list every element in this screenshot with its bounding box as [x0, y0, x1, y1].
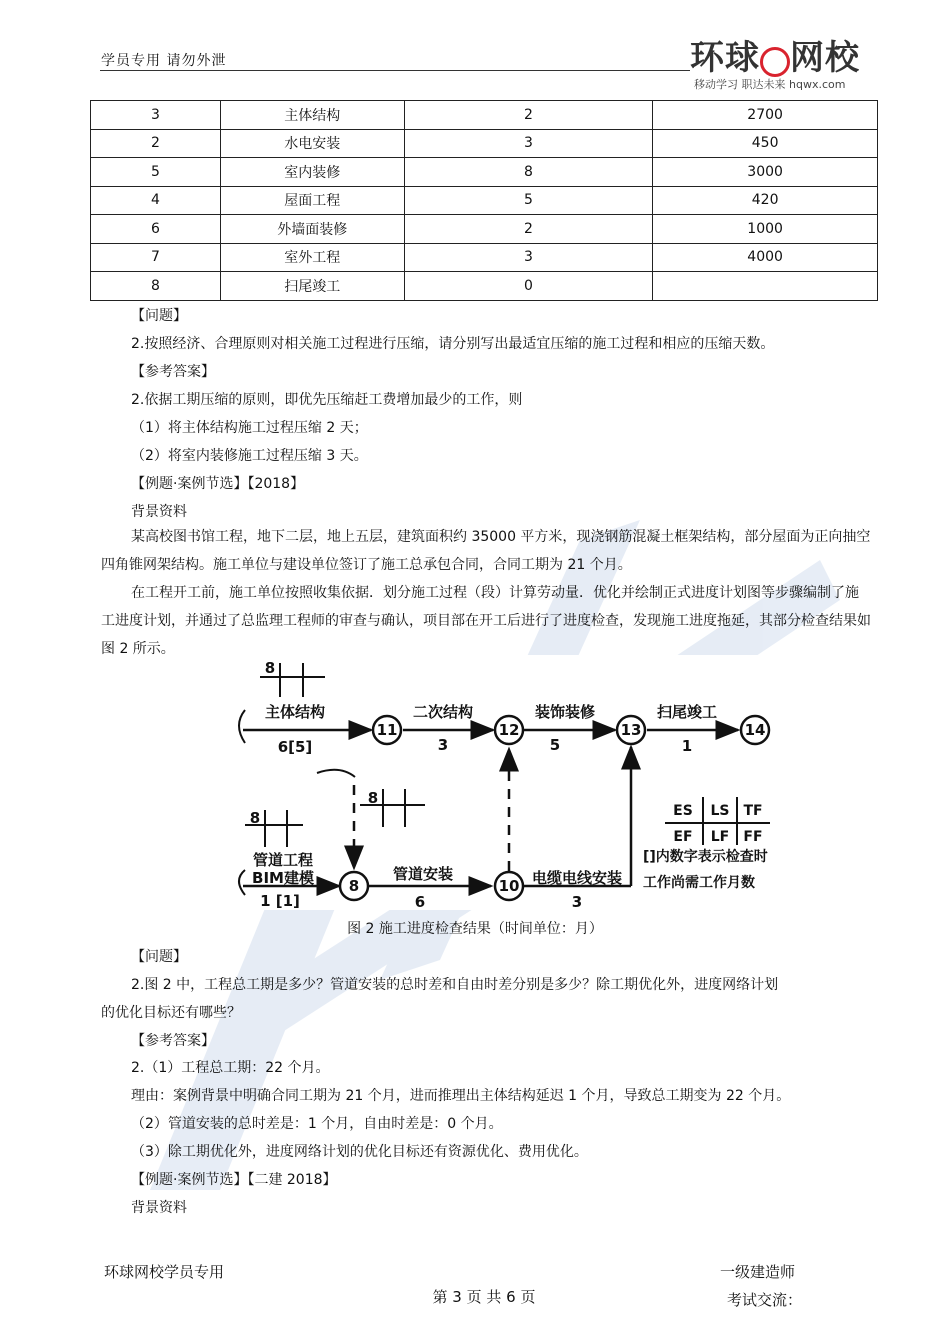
table-cell: 8 [404, 158, 653, 187]
activity-label: 管道工程 [252, 851, 314, 869]
check-mark-value: 8 [249, 809, 261, 827]
activity-duration: 6 [414, 893, 426, 910]
activity-label: 二次结构 [412, 703, 474, 721]
legend-ls: LS [710, 803, 730, 819]
background-paragraph: 在工程开工前，施工单位按照收集依据．划分施工过程（段）计算劳动量．优化并绘制正式进度计划图等步骤编制了施工进度计划，并通过了总监理工程师的审查与确认，项目部在开工后进行了进度检查，发现施工进度拖延，其部分检查结果如图 2 所示。 [101, 585, 871, 657]
table-cell: 外墙面装修 [220, 215, 404, 244]
answer-text: 2.依据工期压缩的原则，即优先压缩赶工费增加最少的工作，则 [131, 392, 523, 408]
table-cell: 6 [91, 215, 221, 244]
node-8-label: 8 [348, 877, 360, 895]
network-diagram [225, 655, 780, 910]
table-cell: 1000 [653, 215, 878, 244]
activity-duration: 3 [437, 736, 449, 754]
example-heading: 【例题·案例节选】【二建 2018】 [131, 1172, 337, 1188]
activity-label: 装饰装修 [534, 703, 596, 721]
figure-caption: 图 2 施工进度检查结果（时间单位：月） [347, 921, 603, 937]
table-cell: 4 [91, 186, 221, 215]
legend-tf: TF [743, 803, 763, 819]
legend-lf: LF [710, 829, 730, 845]
answer-text: 2.（1）工程总工期：22 个月。 [131, 1060, 330, 1076]
brand-logo [690, 30, 870, 94]
logo-text-1: 环球 [690, 38, 760, 78]
footer-exam-name: 一级建造师 [720, 1263, 796, 1281]
work-table [90, 100, 878, 301]
table-cell: 室外工程 [220, 243, 404, 272]
node-10-label: 10 [498, 877, 520, 895]
table-cell: 4000 [653, 243, 878, 272]
check-mark-value: 8 [367, 789, 379, 807]
table-cell: 8 [91, 272, 221, 301]
activity-label: 主体结构 [264, 703, 326, 721]
table-row [91, 215, 878, 244]
table-row [91, 186, 878, 215]
check-mark-value: 8 [264, 659, 276, 677]
question-label: 【问题】 [131, 949, 187, 965]
table-row [91, 272, 878, 301]
table-cell: 7 [91, 243, 221, 272]
table-cell: 3 [404, 129, 653, 158]
answer-text: （2）将室内装修施工过程压缩 3 天。 [131, 448, 368, 464]
table-cell: 3000 [653, 158, 878, 187]
question-text: 的优化目标还有哪些？ [101, 1005, 241, 1021]
background-label: 背景资料 [131, 1200, 187, 1216]
logo-text-2: 网校 [790, 38, 860, 78]
table-cell: 0 [404, 272, 653, 301]
background-label: 背景资料 [131, 504, 187, 520]
header-divider [100, 70, 690, 71]
table-cell [653, 272, 878, 301]
activity-duration: 6[5] [277, 738, 313, 756]
activity-label: 管道安装 [392, 865, 454, 883]
table-row [91, 243, 878, 272]
answer-label: 【参考答案】 [131, 1033, 215, 1049]
table-row [91, 158, 878, 187]
table-cell: 2700 [653, 101, 878, 130]
question-text: 2.按照经济、合理原则对相关施工过程进行压缩，请分别写出最适宜压缩的施工过程和相应的压缩天数。 [131, 336, 775, 352]
answer-label: 【参考答案】 [131, 364, 215, 380]
activity-duration: 3 [571, 893, 583, 910]
legend-note: 工作尚需工作月数 [643, 875, 755, 891]
table-cell: 屋面工程 [220, 186, 404, 215]
table-cell: 主体结构 [220, 101, 404, 130]
activity-label: 扫尾竣工 [656, 703, 718, 721]
table-cell: 450 [653, 129, 878, 158]
node-14-label: 14 [744, 721, 766, 739]
legend-note: []内数字表示检查时 [643, 849, 768, 865]
table-cell: 5 [404, 186, 653, 215]
activity-label: BIM建模 [252, 869, 314, 887]
answer-text: （1）将主体结构施工过程压缩 2 天； [131, 420, 368, 436]
table-cell: 3 [404, 243, 653, 272]
play-circle-icon [760, 47, 790, 77]
background-paragraph: 某高校图书馆工程，地下二层，地上五层，建筑面积约 35000 平方米，现浇钢筋混凝土框架结构，部分屋面为正向抽空四角锥网架结构。施工单位与建设单位签订了施工总承包合同，合同工期为 21 个月。 [101, 529, 871, 573]
answer-text: （2）管道安装的总时差是：1 个月，自由时差是：0 个月。 [131, 1116, 503, 1132]
node-12-label: 12 [498, 721, 520, 739]
node-13-label: 13 [620, 721, 642, 739]
legend-ef: EF [673, 829, 693, 845]
legend-es: ES [673, 803, 693, 819]
answer-text: 理由：案例背景中明确合同工期为 21 个月，进而推理出主体结构延迟 1 个月，导致总工期变为 22 个月。 [131, 1088, 791, 1104]
legend-ff: FF [743, 829, 763, 845]
table-cell: 扫尾竣工 [220, 272, 404, 301]
header-confidential-note: 学员专用 请勿外泄 [101, 53, 227, 69]
table-row [91, 129, 878, 158]
activity-label: 电缆电线安装 [531, 869, 623, 887]
logo-slogan: 移动学习 职达未来 hqwx.com [694, 78, 846, 91]
table-cell: 2 [91, 129, 221, 158]
table-cell: 2 [404, 101, 653, 130]
footer-left: 环球网校学员专用 [104, 1263, 225, 1281]
question-label: 【问题】 [131, 308, 187, 324]
table-cell: 室内装修 [220, 158, 404, 187]
table-cell: 水电安装 [220, 129, 404, 158]
activity-duration: 5 [549, 736, 561, 754]
table-row [91, 101, 878, 130]
activity-duration: 1 [1] [260, 892, 300, 910]
table-cell: 5 [91, 158, 221, 187]
node-11-label: 11 [376, 721, 398, 739]
question-text: 2.图 2 中，工程总工期是多少？管道安装的总时差和自由时差分别是多少？除工期优化外，进度网络计划 [131, 977, 779, 993]
footer-contact: 考试交流： [727, 1291, 803, 1309]
answer-text: （3）除工期优化外，进度网络计划的优化目标还有资源优化、费用优化。 [131, 1144, 588, 1160]
table-cell: 3 [91, 101, 221, 130]
activity-duration: 1 [681, 737, 693, 755]
page-number: 第 3 页 共 6 页 [432, 1288, 536, 1306]
table-cell: 2 [404, 215, 653, 244]
table-cell: 420 [653, 186, 878, 215]
example-heading: 【例题·案例节选】【2018】 [131, 476, 305, 492]
